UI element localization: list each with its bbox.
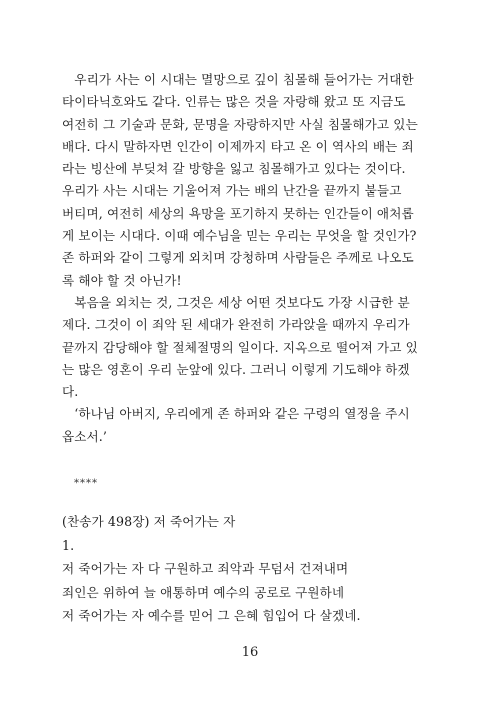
body-line: 는 많은 영혼이 우리 눈앞에 있다. 그러니 이렇게 기도해야 하겠 [62,361,410,377]
page-number: 16 [241,645,259,660]
hymn-section [62,510,442,628]
body-line: ‘하나님 아버지, 우리에게 존 하퍼와 같은 구령의 열정을 주시 [62,406,410,422]
hymn-verse-number: 1. [62,537,75,553]
body-line: 제다. 그것이 이 죄악 된 세대가 완전히 가라앉을 때까지 우리가 [62,317,410,333]
body-text [62,69,442,448]
body-line: 복음을 외치는 것, 그것은 세상 어떤 것보다도 가장 시급한 분 [62,294,410,310]
body-line: 배다. 다시 말하자면 인간이 이제까지 타고 온 이 역사의 배는 죄 [62,138,414,154]
body-line: 여전히 그 기술과 문화, 문명을 자랑하지만 사실 침몰해가고 있는 [62,116,418,132]
body-line: 라는 빙산에 부딪쳐 갈 방향을 잃고 침몰해가고 있다는 것이다. [62,161,406,177]
body-line: 버티며, 여전히 세상의 욕망을 포기하지 못하는 인간들이 애처롭 [62,205,414,221]
body-line: 옵소서.’ [62,428,108,444]
section-separator: **** [74,478,98,489]
body-line: 타이타닉호와도 같다. 인류는 많은 것을 자랑해 왔고 또 지금도 [62,94,406,110]
body-line: 우리가 사는 이 시대는 멸망으로 깊이 침몰해 들어가는 거대한 [62,72,414,87]
body-line: 록 해야 할 것 아닌가! [62,272,182,288]
hymn-line: 죄인은 위하여 늘 애통하며 예수의 공로로 구원하네 [62,584,345,600]
hymn-title: (찬송가 498장) 저 죽어가는 자 [62,514,236,529]
body-line: 다. [62,384,79,400]
body-line: 끝까지 감당해야 할 절체절명의 일이다. 지옥으로 떨어져 가고 있 [62,339,418,355]
body-line: 존 하퍼와 같이 그렇게 외치며 강청하며 사람들은 주께로 나오도 [62,250,414,266]
hymn-line: 저 죽어가는 자 다 구원하고 죄악과 무덤서 건져내며 [62,561,349,576]
hymn-line: 저 죽어가는 자 예수를 믿어 그 은혜 힘입어 다 살겠네. [62,608,361,623]
body-line: 게 보이는 시대다. 이때 예수님을 믿는 우리는 무엇을 할 것인가? [62,228,417,244]
body-line: 우리가 사는 시대는 기울어져 가는 배의 난간을 끝까지 붙들고 [62,183,402,199]
